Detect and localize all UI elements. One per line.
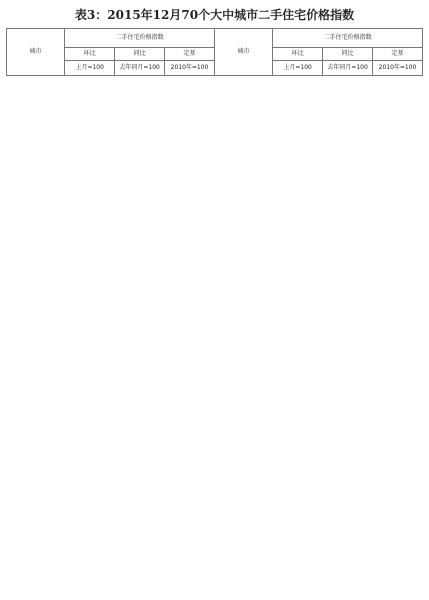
- sub-dingji-left: 2010年=100: [165, 61, 215, 76]
- col-tongbi-left: 同比: [115, 48, 165, 61]
- sub-huanbi-right: 上月=100: [273, 61, 323, 76]
- sub-tongbi-right: 去年同月=100: [323, 61, 373, 76]
- city-header-left: 城市: [7, 29, 65, 76]
- col-huanbi-right: 环比: [273, 48, 323, 61]
- table-title: 表3：2015年12月70个大中城市二手住宅价格指数: [74, 8, 355, 22]
- city-header-right: 城市: [214, 29, 272, 76]
- sub-tongbi-left: 去年同月=100: [115, 61, 165, 76]
- group-header-left: 二手住宅价格指数: [65, 29, 215, 48]
- col-huanbi-left: 环比: [65, 48, 115, 61]
- col-tongbi-right: 同比: [323, 48, 373, 61]
- sub-huanbi-left: 上月=100: [65, 61, 115, 76]
- sub-dingji-right: 2010年=100: [373, 61, 423, 76]
- col-dingji-right: 定基: [373, 48, 423, 61]
- col-dingji-left: 定基: [165, 48, 215, 61]
- price-index-table: [6, 28, 423, 76]
- group-header-right: 二手住宅价格指数: [273, 29, 423, 48]
